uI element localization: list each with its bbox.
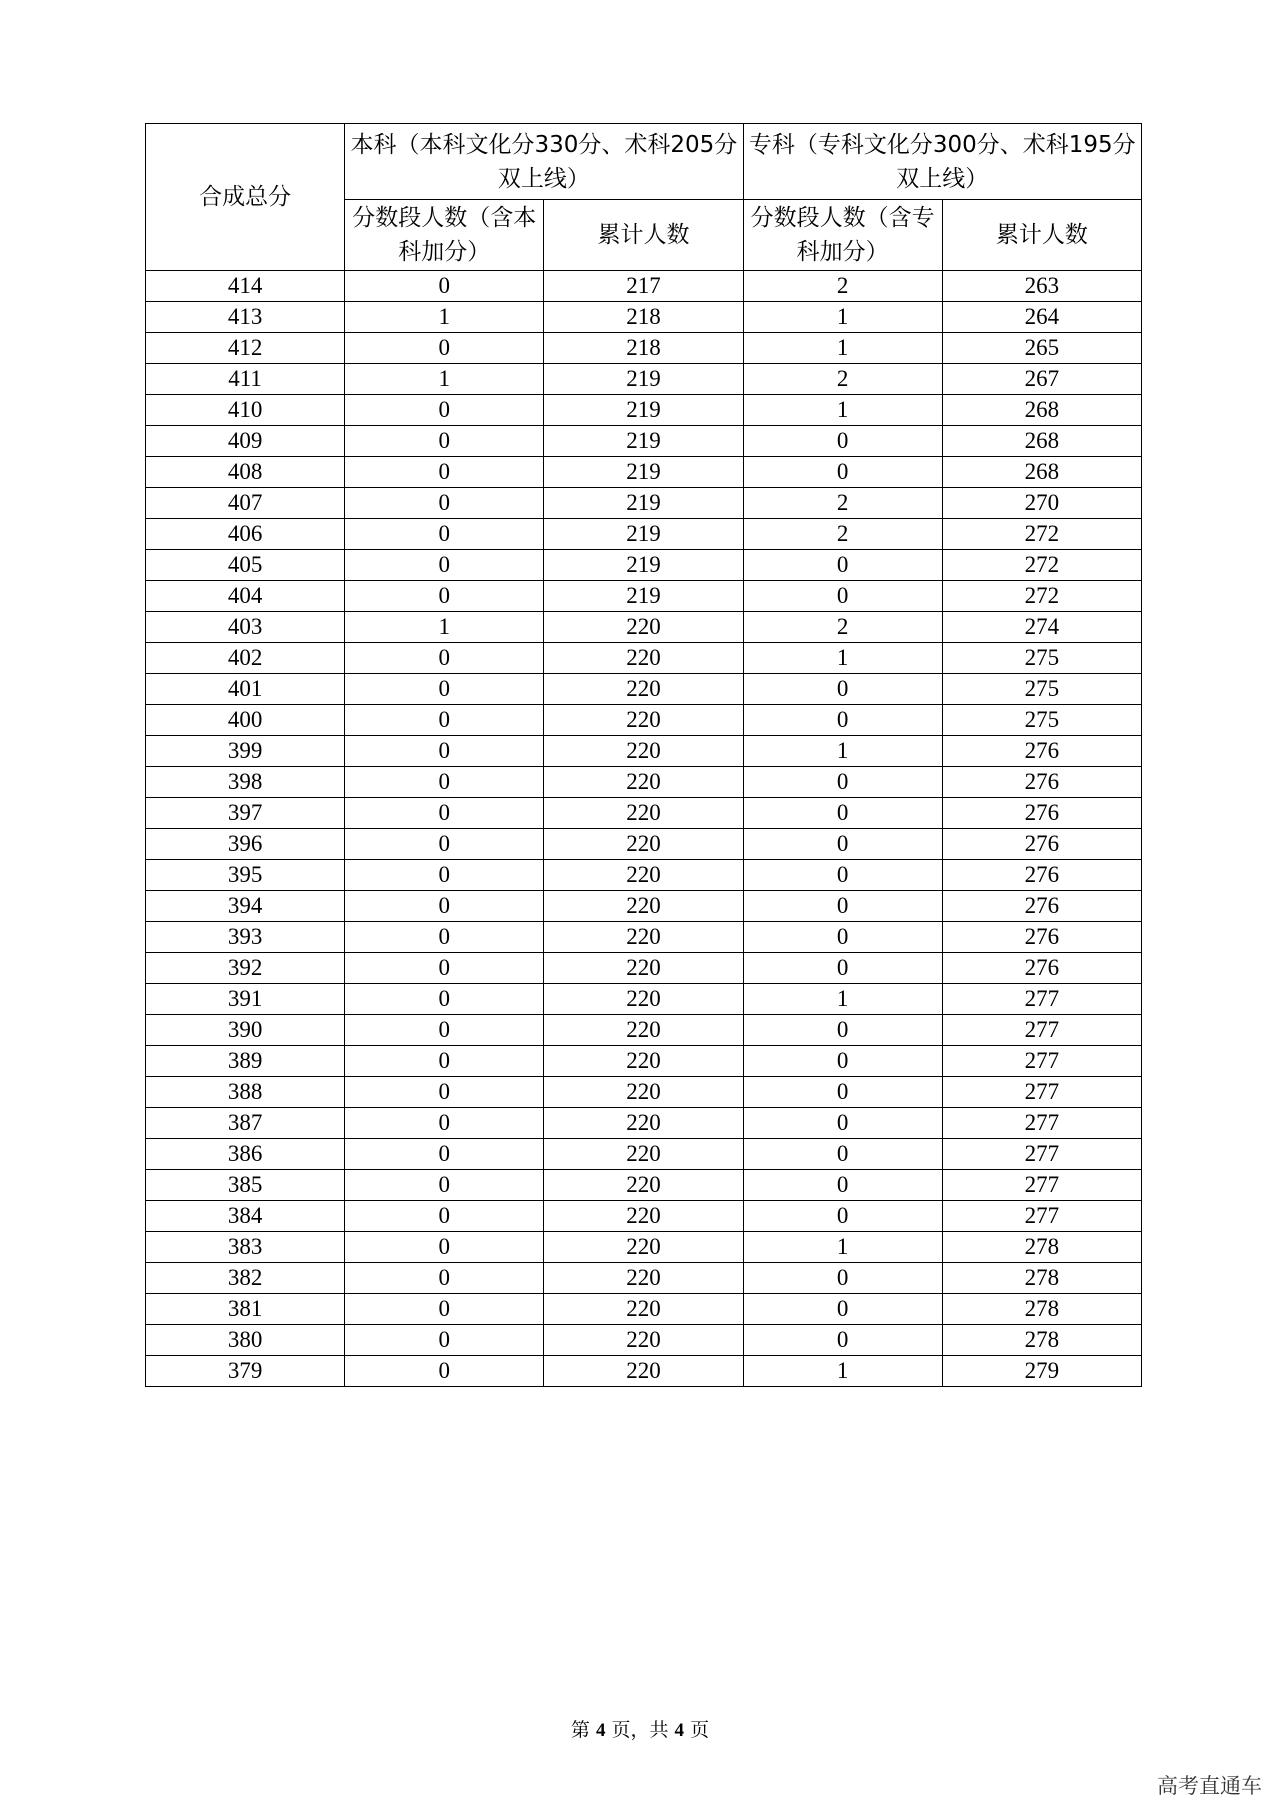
table-row	[146, 798, 1142, 829]
cell-bachelor-band: 0	[345, 1108, 544, 1139]
cell-junior-band: 2	[743, 364, 942, 395]
cell-junior-band: 0	[743, 705, 942, 736]
cell-junior-band: 0	[743, 674, 942, 705]
cell-bachelor-cumulative: 220	[544, 891, 743, 922]
cell-bachelor-cumulative: 219	[544, 395, 743, 426]
cell-total-score: 390	[146, 1015, 345, 1046]
cell-junior-cumulative: 276	[942, 736, 1141, 767]
cell-total-score: 407	[146, 488, 345, 519]
cell-bachelor-cumulative: 220	[544, 984, 743, 1015]
cell-junior-band: 0	[743, 1015, 942, 1046]
cell-junior-cumulative: 265	[942, 333, 1141, 364]
cell-total-score: 400	[146, 705, 345, 736]
cell-junior-cumulative: 277	[942, 1201, 1141, 1232]
cell-junior-band: 0	[743, 581, 942, 612]
cell-junior-band: 1	[743, 395, 942, 426]
cell-junior-cumulative: 279	[942, 1356, 1141, 1387]
footer-total-pages: 4	[674, 1720, 685, 1741]
header-bachelor-group: 本科（本科文化分330分、术科205分双上线）	[345, 124, 743, 200]
cell-total-score: 406	[146, 519, 345, 550]
table-row	[146, 426, 1142, 457]
table-row	[146, 1201, 1142, 1232]
score-table-body	[146, 271, 1142, 1387]
cell-junior-cumulative: 277	[942, 984, 1141, 1015]
cell-junior-band: 0	[743, 891, 942, 922]
page-footer	[0, 1715, 1280, 1742]
cell-total-score: 402	[146, 643, 345, 674]
cell-bachelor-band: 1	[345, 364, 544, 395]
cell-bachelor-band: 0	[345, 426, 544, 457]
cell-bachelor-band: 0	[345, 1015, 544, 1046]
table-row	[146, 736, 1142, 767]
table-row	[146, 302, 1142, 333]
cell-bachelor-cumulative: 219	[544, 550, 743, 581]
cell-junior-cumulative: 278	[942, 1232, 1141, 1263]
cell-bachelor-cumulative: 220	[544, 829, 743, 860]
cell-bachelor-cumulative: 219	[544, 581, 743, 612]
table-row	[146, 829, 1142, 860]
cell-junior-band: 0	[743, 1263, 942, 1294]
cell-bachelor-cumulative: 220	[544, 1015, 743, 1046]
cell-bachelor-band: 0	[345, 1232, 544, 1263]
cell-bachelor-cumulative: 219	[544, 488, 743, 519]
header-junior-group: 专科（专科文化分300分、术科195分双上线）	[743, 124, 1141, 200]
table-row	[146, 953, 1142, 984]
cell-total-score: 409	[146, 426, 345, 457]
cell-total-score: 392	[146, 953, 345, 984]
cell-junior-band: 1	[743, 643, 942, 674]
cell-bachelor-cumulative: 220	[544, 1201, 743, 1232]
cell-total-score: 389	[146, 1046, 345, 1077]
header-junior-band: 分数段人数（含专科加分）	[743, 200, 942, 271]
cell-bachelor-cumulative: 219	[544, 457, 743, 488]
cell-junior-band: 0	[743, 829, 942, 860]
cell-junior-cumulative: 277	[942, 1170, 1141, 1201]
cell-bachelor-band: 0	[345, 1325, 544, 1356]
cell-junior-cumulative: 275	[942, 674, 1141, 705]
cell-junior-band: 1	[743, 736, 942, 767]
cell-bachelor-cumulative: 220	[544, 674, 743, 705]
cell-junior-cumulative: 268	[942, 457, 1141, 488]
cell-total-score: 393	[146, 922, 345, 953]
cell-total-score: 387	[146, 1108, 345, 1139]
cell-junior-cumulative: 272	[942, 581, 1141, 612]
cell-junior-band: 0	[743, 1170, 942, 1201]
cell-junior-cumulative: 276	[942, 953, 1141, 984]
cell-junior-cumulative: 268	[942, 395, 1141, 426]
cell-junior-band: 0	[743, 457, 942, 488]
cell-bachelor-band: 0	[345, 1170, 544, 1201]
cell-bachelor-band: 0	[345, 581, 544, 612]
cell-bachelor-cumulative: 220	[544, 612, 743, 643]
cell-bachelor-band: 0	[345, 922, 544, 953]
table-row	[146, 705, 1142, 736]
cell-bachelor-band: 1	[345, 302, 544, 333]
table-row	[146, 612, 1142, 643]
cell-total-score: 386	[146, 1139, 345, 1170]
table-row	[146, 674, 1142, 705]
cell-junior-cumulative: 270	[942, 488, 1141, 519]
cell-junior-cumulative: 268	[942, 426, 1141, 457]
cell-junior-cumulative: 275	[942, 643, 1141, 674]
cell-junior-band: 0	[743, 1108, 942, 1139]
cell-junior-band: 0	[743, 1046, 942, 1077]
cell-bachelor-cumulative: 220	[544, 922, 743, 953]
cell-bachelor-band: 0	[345, 829, 544, 860]
cell-bachelor-cumulative: 220	[544, 1294, 743, 1325]
cell-junior-cumulative: 276	[942, 891, 1141, 922]
cell-junior-band: 1	[743, 984, 942, 1015]
cell-junior-band: 0	[743, 1077, 942, 1108]
table-row	[146, 550, 1142, 581]
cell-bachelor-cumulative: 217	[544, 271, 743, 302]
cell-junior-band: 1	[743, 1356, 942, 1387]
cell-total-score: 382	[146, 1263, 345, 1294]
cell-bachelor-band: 0	[345, 984, 544, 1015]
cell-bachelor-band: 0	[345, 1263, 544, 1294]
cell-bachelor-cumulative: 220	[544, 643, 743, 674]
cell-bachelor-cumulative: 220	[544, 1356, 743, 1387]
cell-bachelor-cumulative: 220	[544, 1139, 743, 1170]
footer-suffix: 页	[690, 1719, 710, 1741]
cell-bachelor-cumulative: 220	[544, 767, 743, 798]
table-row	[146, 984, 1142, 1015]
cell-total-score: 397	[146, 798, 345, 829]
table-row	[146, 643, 1142, 674]
cell-junior-band: 0	[743, 953, 942, 984]
cell-total-score: 381	[146, 1294, 345, 1325]
cell-junior-band: 0	[743, 1201, 942, 1232]
cell-bachelor-cumulative: 220	[544, 1077, 743, 1108]
cell-total-score: 403	[146, 612, 345, 643]
table-row	[146, 1325, 1142, 1356]
table-row	[146, 860, 1142, 891]
cell-total-score: 414	[146, 271, 345, 302]
cell-bachelor-cumulative: 218	[544, 302, 743, 333]
cell-bachelor-band: 1	[345, 612, 544, 643]
cell-junior-cumulative: 276	[942, 922, 1141, 953]
cell-junior-band: 2	[743, 271, 942, 302]
cell-junior-band: 0	[743, 426, 942, 457]
cell-junior-cumulative: 277	[942, 1046, 1141, 1077]
cell-bachelor-cumulative: 220	[544, 1046, 743, 1077]
cell-bachelor-band: 0	[345, 891, 544, 922]
cell-bachelor-band: 0	[345, 550, 544, 581]
table-row	[146, 395, 1142, 426]
cell-bachelor-band: 0	[345, 1077, 544, 1108]
cell-bachelor-band: 0	[345, 860, 544, 891]
cell-bachelor-band: 0	[345, 798, 544, 829]
cell-bachelor-cumulative: 220	[544, 1325, 743, 1356]
cell-total-score: 405	[146, 550, 345, 581]
table-row	[146, 519, 1142, 550]
cell-bachelor-band: 0	[345, 395, 544, 426]
cell-junior-cumulative: 277	[942, 1139, 1141, 1170]
footer-prefix: 第	[570, 1719, 590, 1741]
cell-junior-band: 2	[743, 612, 942, 643]
header-row-1	[146, 124, 1142, 200]
table-row	[146, 457, 1142, 488]
cell-junior-band: 0	[743, 922, 942, 953]
cell-total-score: 379	[146, 1356, 345, 1387]
cell-junior-cumulative: 274	[942, 612, 1141, 643]
cell-bachelor-cumulative: 220	[544, 953, 743, 984]
cell-bachelor-band: 0	[345, 1046, 544, 1077]
table-row	[146, 922, 1142, 953]
table-row	[146, 364, 1142, 395]
cell-junior-band: 1	[743, 1232, 942, 1263]
cell-bachelor-band: 0	[345, 705, 544, 736]
cell-junior-cumulative: 272	[942, 550, 1141, 581]
cell-total-score: 401	[146, 674, 345, 705]
table-row	[146, 1108, 1142, 1139]
cell-total-score: 394	[146, 891, 345, 922]
footer-current-page: 4	[595, 1720, 606, 1741]
table-row	[146, 767, 1142, 798]
header-bachelor-band: 分数段人数（含本科加分）	[345, 200, 544, 271]
cell-junior-band: 2	[743, 488, 942, 519]
cell-bachelor-cumulative: 220	[544, 798, 743, 829]
cell-total-score: 404	[146, 581, 345, 612]
cell-junior-cumulative: 276	[942, 767, 1141, 798]
cell-junior-cumulative: 275	[942, 705, 1141, 736]
cell-bachelor-band: 0	[345, 767, 544, 798]
cell-junior-cumulative: 276	[942, 860, 1141, 891]
cell-junior-cumulative: 277	[942, 1108, 1141, 1139]
footer-middle: 页，共	[611, 1719, 669, 1741]
cell-total-score: 413	[146, 302, 345, 333]
cell-junior-cumulative: 278	[942, 1325, 1141, 1356]
cell-junior-cumulative: 278	[942, 1294, 1141, 1325]
header-bachelor-cumulative: 累计人数	[544, 200, 743, 271]
cell-bachelor-band: 0	[345, 1201, 544, 1232]
cell-total-score: 408	[146, 457, 345, 488]
cell-junior-cumulative: 267	[942, 364, 1141, 395]
header-junior-cumulative: 累计人数	[942, 200, 1141, 271]
table-row	[146, 1077, 1142, 1108]
cell-bachelor-band: 0	[345, 643, 544, 674]
cell-bachelor-band: 0	[345, 519, 544, 550]
cell-bachelor-cumulative: 220	[544, 1232, 743, 1263]
cell-bachelor-band: 0	[345, 1139, 544, 1170]
cell-junior-band: 0	[743, 798, 942, 829]
cell-total-score: 412	[146, 333, 345, 364]
table-row	[146, 333, 1142, 364]
cell-bachelor-band: 0	[345, 953, 544, 984]
cell-junior-cumulative: 264	[942, 302, 1141, 333]
table-row	[146, 891, 1142, 922]
cell-bachelor-cumulative: 220	[544, 1108, 743, 1139]
cell-junior-band: 0	[743, 860, 942, 891]
cell-bachelor-cumulative: 220	[544, 860, 743, 891]
cell-junior-cumulative: 278	[942, 1263, 1141, 1294]
cell-bachelor-band: 0	[345, 457, 544, 488]
cell-junior-cumulative: 272	[942, 519, 1141, 550]
table-row	[146, 1294, 1142, 1325]
score-table	[145, 123, 1142, 1387]
cell-total-score: 383	[146, 1232, 345, 1263]
cell-bachelor-cumulative: 219	[544, 364, 743, 395]
cell-total-score: 385	[146, 1170, 345, 1201]
cell-junior-band: 0	[743, 550, 942, 581]
table-row	[146, 488, 1142, 519]
cell-bachelor-band: 0	[345, 1294, 544, 1325]
cell-bachelor-band: 0	[345, 488, 544, 519]
table-row	[146, 581, 1142, 612]
cell-junior-cumulative: 277	[942, 1015, 1141, 1046]
table-row	[146, 271, 1142, 302]
cell-junior-cumulative: 277	[942, 1077, 1141, 1108]
cell-total-score: 384	[146, 1201, 345, 1232]
cell-bachelor-cumulative: 220	[544, 1170, 743, 1201]
cell-total-score: 395	[146, 860, 345, 891]
cell-total-score: 396	[146, 829, 345, 860]
table-row	[146, 1046, 1142, 1077]
cell-total-score: 399	[146, 736, 345, 767]
table-row	[146, 1170, 1142, 1201]
cell-bachelor-cumulative: 219	[544, 519, 743, 550]
cell-bachelor-band: 0	[345, 271, 544, 302]
cell-total-score: 391	[146, 984, 345, 1015]
cell-total-score: 398	[146, 767, 345, 798]
cell-junior-band: 0	[743, 1325, 942, 1356]
cell-total-score: 410	[146, 395, 345, 426]
cell-junior-cumulative: 276	[942, 829, 1141, 860]
cell-junior-band: 0	[743, 1139, 942, 1170]
table-row	[146, 1015, 1142, 1046]
cell-total-score: 411	[146, 364, 345, 395]
cell-total-score: 380	[146, 1325, 345, 1356]
cell-bachelor-cumulative: 220	[544, 705, 743, 736]
cell-junior-cumulative: 276	[942, 798, 1141, 829]
cell-bachelor-cumulative: 220	[544, 736, 743, 767]
cell-junior-band: 1	[743, 302, 942, 333]
cell-junior-band: 0	[743, 767, 942, 798]
cell-junior-cumulative: 263	[942, 271, 1141, 302]
watermark: 高考直通车	[1157, 1774, 1262, 1798]
cell-bachelor-band: 0	[345, 333, 544, 364]
table-row	[146, 1232, 1142, 1263]
header-total-score: 合成总分	[146, 124, 345, 271]
cell-bachelor-cumulative: 218	[544, 333, 743, 364]
cell-bachelor-cumulative: 220	[544, 1263, 743, 1294]
cell-bachelor-band: 0	[345, 674, 544, 705]
cell-bachelor-band: 0	[345, 1356, 544, 1387]
cell-junior-band: 0	[743, 1294, 942, 1325]
cell-bachelor-cumulative: 219	[544, 426, 743, 457]
table-row	[146, 1356, 1142, 1387]
cell-total-score: 388	[146, 1077, 345, 1108]
cell-bachelor-band: 0	[345, 736, 544, 767]
table-row	[146, 1263, 1142, 1294]
table-row	[146, 1139, 1142, 1170]
cell-junior-band: 1	[743, 333, 942, 364]
cell-junior-band: 2	[743, 519, 942, 550]
